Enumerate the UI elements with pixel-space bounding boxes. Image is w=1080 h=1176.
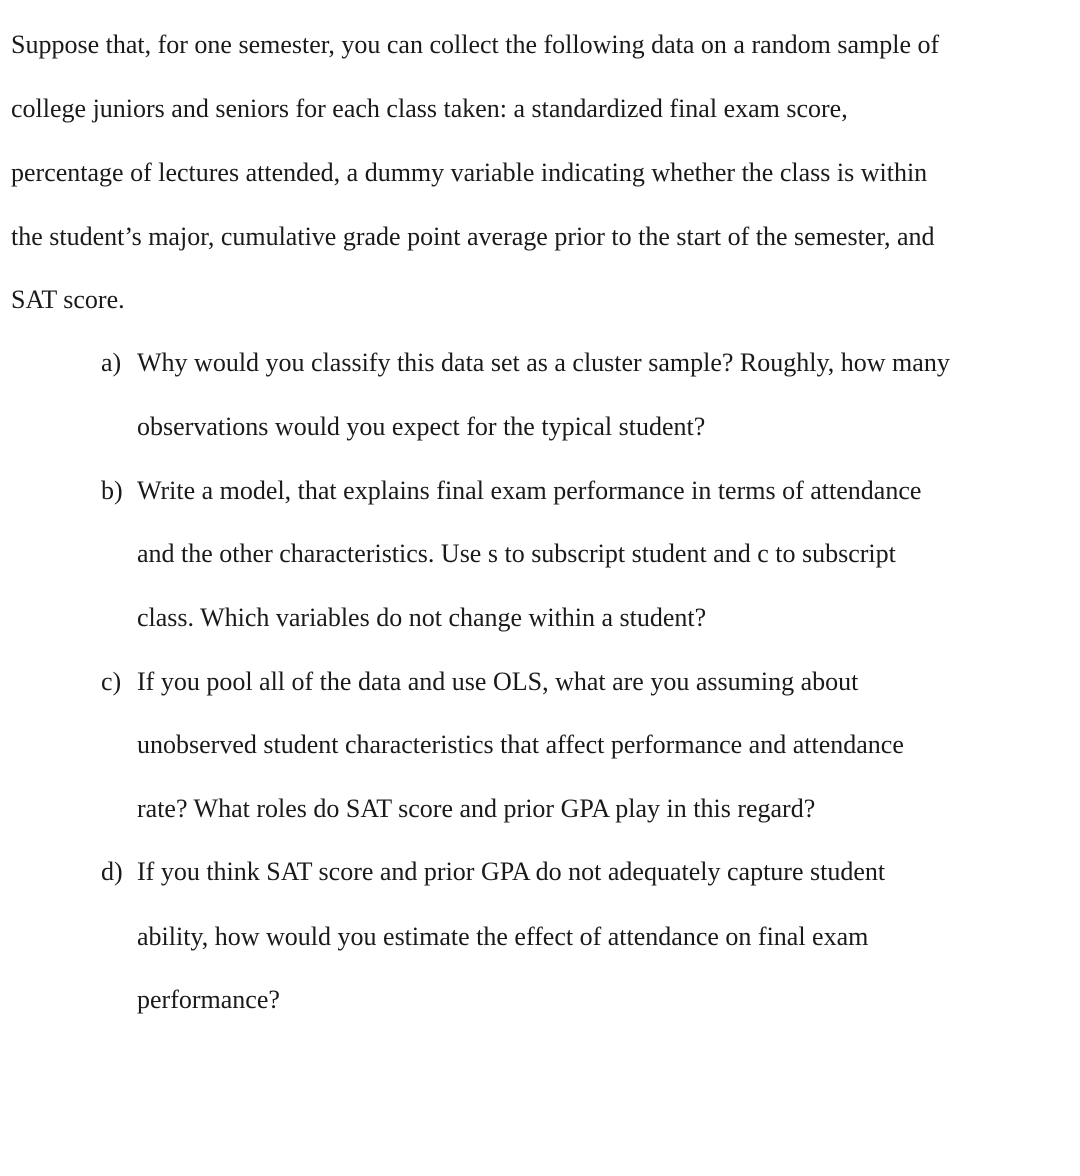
- intro-line: Suppose that, for one semester, you can collect the following data on a random sample of: [11, 30, 940, 59]
- question-line: ability, how would you estimate the effect of attendance on final exam: [137, 922, 869, 951]
- intro-line: college juniors and seniors for each class taken: a standardized final exam score,: [11, 94, 848, 123]
- intro-line: percentage of lectures attended, a dummy variable indicating whether the class is within: [11, 158, 928, 187]
- question-line: and the other characteristics. Use s to subscript student and c to subscript: [137, 539, 896, 568]
- question-letter: a): [101, 348, 122, 377]
- question-line: unobserved student characteristics that affect performance and attendance: [137, 730, 904, 759]
- question-line: observations would you expect for the typical student?: [137, 412, 706, 441]
- question-line: performance?: [137, 985, 280, 1014]
- question-line: Why would you classify this data set as a cluster sample? Roughly, how many: [137, 348, 950, 377]
- question-line: Write a model, that explains final exam performance in terms of attendance: [137, 476, 922, 505]
- question-line: rate? What roles do SAT score and prior GPA play in this regard?: [137, 794, 816, 823]
- intro-line: SAT score.: [11, 285, 125, 314]
- question-line: class. Which variables do not change within a student?: [137, 603, 707, 632]
- question-line: If you pool all of the data and use OLS, what are you assuming about: [137, 667, 859, 696]
- intro-line: the student’s major, cumulative grade point average prior to the start of the semester, and: [11, 222, 935, 251]
- question-line: If you think SAT score and prior GPA do not adequately capture student: [137, 857, 886, 886]
- question-letter: c): [101, 667, 122, 696]
- question-letter: d): [101, 857, 123, 886]
- question-letter: b): [101, 476, 123, 505]
